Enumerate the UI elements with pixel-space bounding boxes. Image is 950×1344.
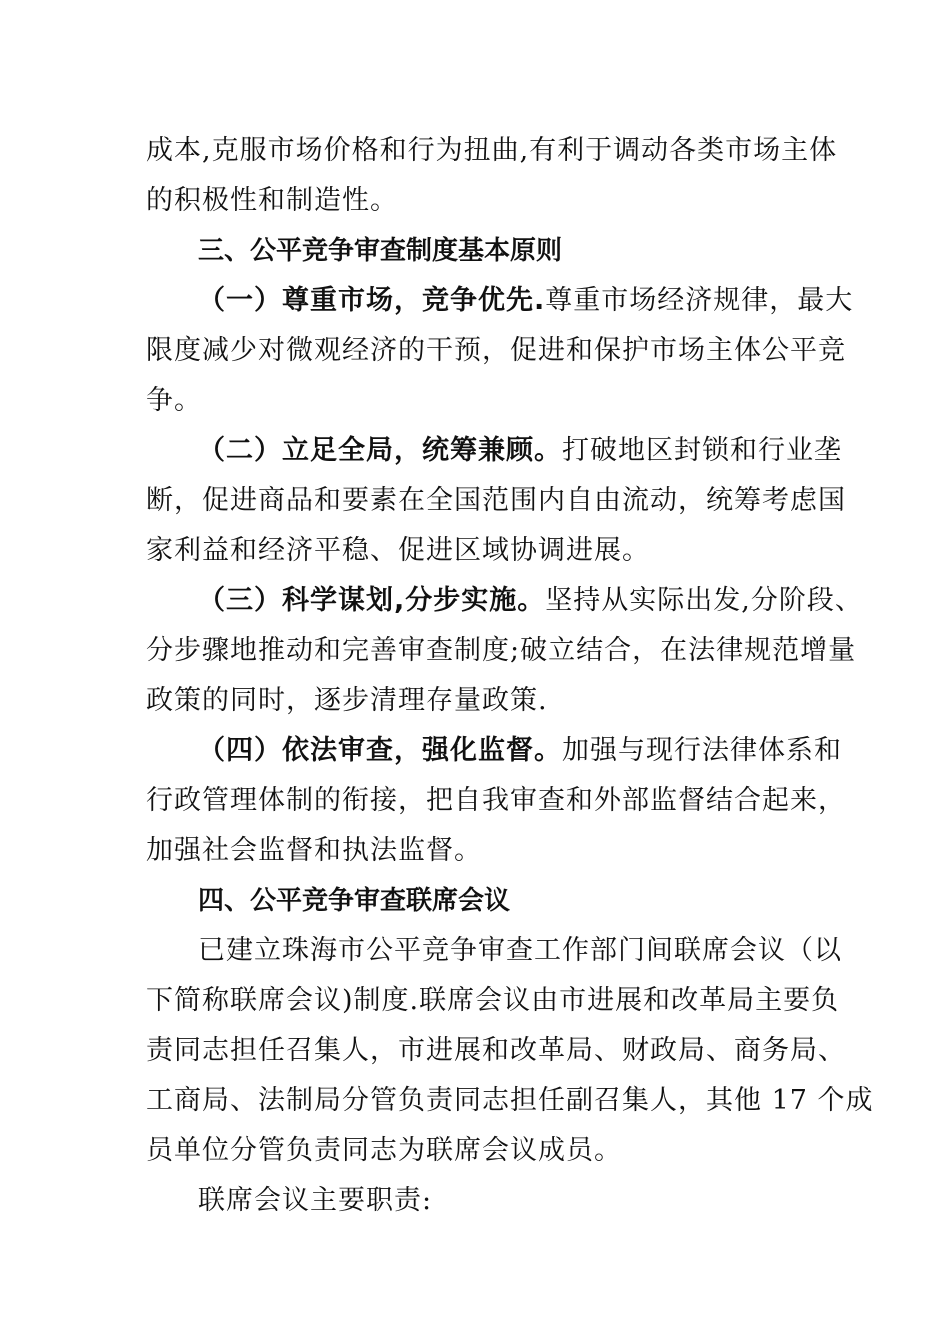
text-line: 已建立珠海市公平竞争审查工作部门间联席会议（以: [198, 935, 842, 966]
text-fragment: 打破地区封锁和行业垄: [562, 435, 842, 466]
principle-lead-1: （一）尊重市场，竞争优先.: [198, 285, 546, 316]
text-line: 加强社会监督和执法监督。: [146, 835, 482, 866]
text-fragment: 尊重市场经济规律，最大: [545, 285, 854, 316]
text-line: 成本,克服市场价格和行为扭曲,有利于调动各类市场主体: [146, 135, 838, 166]
principle-paragraph-1: [146, 276, 854, 426]
document-body: [146, 126, 874, 1226]
section-heading-principles: 三、公平竞争审查制度基本原则: [198, 236, 563, 266]
text-line: 责同志担任召集人，市进展和改革局、财政局、商务局、: [146, 1035, 846, 1066]
principle-paragraph-2: [146, 426, 846, 576]
principle-paragraph-4: [146, 726, 846, 876]
text-line: 限度减少对微观经济的干预，促进和保护市场主体公平竞: [146, 335, 846, 366]
section-heading-joint-meeting: 四、公平竞争审查联席会议: [198, 886, 511, 916]
text-line: 政策的同时，逐步清理存量政策.: [146, 685, 548, 716]
text-line: 行政管理体制的衔接，把自我审查和外部监督结合起来，: [146, 785, 846, 816]
principle-lead-3: （三）科学谋划,分步实施。: [198, 585, 546, 616]
continuation-paragraph: [146, 126, 838, 226]
text-line: 联席会议主要职责:: [198, 1185, 433, 1216]
duties-paragraph: [146, 1176, 806, 1226]
principle-lead-4: （四）依法审查，强化监督。: [198, 735, 562, 766]
text-fragment: 坚持从实际出发,分阶段、: [545, 585, 863, 616]
text-line: 员单位分管负责同志为联席会议成员。: [146, 1135, 622, 1166]
text-line: 断，促进商品和要素在全国范围内自由流动，统筹考虑国: [146, 485, 846, 516]
text-line: 家利益和经济平稳、促进区域协调进展。: [146, 535, 650, 566]
principle-paragraph-3: [146, 576, 863, 726]
text-line: 工商局、法制局分管负责同志担任副召集人，其他 17 个成: [146, 1085, 874, 1116]
text-line: 争。: [146, 385, 202, 416]
text-line: 下简称联席会议)制度.联席会议由市进展和改革局主要负: [146, 985, 840, 1016]
joint-meeting-paragraph: [146, 926, 874, 1176]
text-fragment: 加强与现行法律体系和: [562, 735, 842, 766]
principle-lead-2: （二）立足全局，统筹兼顾。: [198, 435, 562, 466]
text-line: 分步骤地推动和完善审查制度;破立结合，在法律规范增量: [146, 635, 857, 666]
text-line: 的积极性和制造性。: [146, 185, 398, 216]
